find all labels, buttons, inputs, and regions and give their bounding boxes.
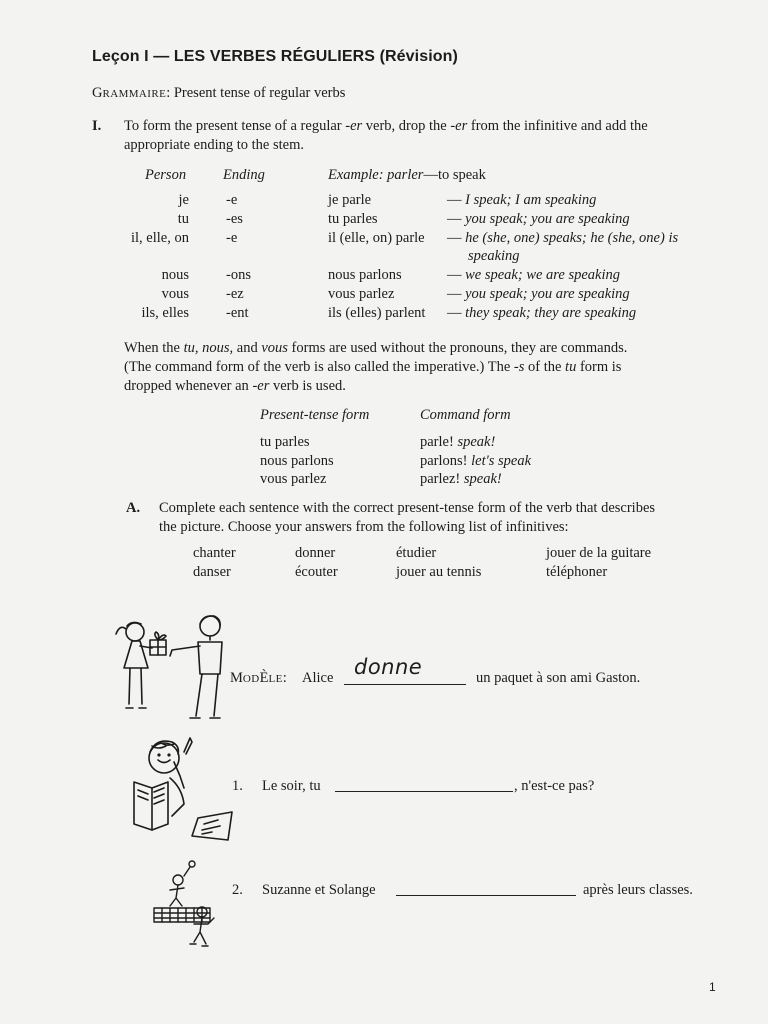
header-ending: Ending [223,167,265,183]
commands-paragraph-line2: (The command form of the verb is also called the imperative.) The -s of the tu form is [124,359,622,375]
ending-cell: -e [226,192,238,208]
infinitive-item: chanter [193,545,236,561]
meaning-cell: — you speak; you are speaking [447,286,630,302]
modele-handwritten-answer: donne [354,655,423,679]
infinitive-item: donner [295,545,336,561]
ending-cell: -e [226,230,238,246]
item-answer-blank[interactable] [335,791,513,792]
section-numeral: I. [92,118,102,134]
infinitive-item: écouter [295,564,338,580]
header-command: Command form [420,407,511,423]
form-cell: tu parles [328,211,378,227]
infinitive-item: étudier [396,545,437,561]
gift-giving-illustration [110,612,230,724]
person-cell: nous [161,267,189,283]
section-intro-line2: appropriate ending to the stem. [124,137,304,153]
meaning-cell: — I speak; I am speaking [447,192,597,208]
infinitive-item: jouer au tennis [396,564,482,580]
ending-cell: -ez [226,286,244,302]
page-number: 1 [709,980,716,994]
commands-paragraph-line3: dropped whenever an -er verb is used. [124,378,346,394]
person-cell: je [178,192,189,208]
person-cell: tu [177,211,189,227]
tennis-illustration [150,858,226,950]
section-intro-line1: To form the present tense of a regular -er verb, drop the -er from the infinitive and add the [124,118,648,134]
modele-sentence-rest: un paquet à son ami Gaston. [476,670,641,686]
form-cell: il (elle, on) parle [328,230,425,246]
grammar-label-initial: G [92,85,103,101]
header-example: Example: parler—to speak [328,167,486,183]
ending-cell: -ons [226,267,251,283]
command-form-cell: parle! speak! [420,434,496,450]
modele-subject: Alice [302,670,334,686]
header-present-tense: Present-tense form [260,407,370,423]
meaning-cell: — he (she, one) speaks; he (she, one) is [447,230,679,246]
form-cell: nous parlons [328,267,402,283]
meaning-cell: — we speak; we are speaking [447,267,621,283]
form-cell: vous parlez [328,286,395,302]
present-form-cell: vous parlez [260,471,327,487]
grammar-topic: : Present tense of regular verbs [166,85,346,101]
modele-answer-line [344,684,466,685]
page-title: Leçon I — LES VERBES RÉGULIERS (Révision) [92,48,458,65]
header-person: Person [145,167,187,183]
present-form-cell: tu parles [260,434,310,450]
command-form-cell: parlez! speak! [420,471,502,487]
commands-paragraph-line1: When the tu, nous, and vous forms are used without the pronouns, they are commands. [124,340,628,356]
item-answer-blank[interactable] [396,895,576,896]
infinitive-item: téléphoner [546,564,608,580]
exercise-instructions-line1: Complete each sentence with the correct present-tense form of the verb that describes [159,500,656,516]
meaning-cell-continued: speaking [468,248,520,264]
ending-cell: -ent [226,305,249,321]
command-form-cell: parlons! let's speak [420,453,532,469]
present-form-cell: nous parlons [260,453,334,469]
person-cell: vous [161,286,189,302]
person-cell: ils, elles [141,305,189,321]
meaning-cell: — you speak; you are speaking [447,211,630,227]
studying-illustration [128,732,238,842]
form-cell: je parle [328,192,372,208]
modele-label: MODÈLE: [230,670,287,686]
exercise-instructions-line2: the picture. Choose your answers from the following list of infinitives: [159,519,569,535]
grammar-heading [92,85,345,102]
infinitive-item: danser [193,564,231,580]
meaning-cell: — they speak; they are speaking [447,305,637,321]
item-prompt-tail: après leurs classes. [583,882,693,898]
form-cell: ils (elles) parlent [328,305,426,321]
item-prompt: Le soir, tu [262,778,321,794]
item-number: 2. [232,882,243,898]
infinitive-item: jouer de la guitare [546,545,652,561]
grammar-label-rest: RAMMAIRE [102,88,167,100]
ending-cell: -es [226,211,243,227]
item-number: 1. [232,778,243,794]
exercise-label: A. [126,500,141,516]
item-prompt-tail: , n'est-ce pas? [514,778,595,794]
person-cell: il, elle, on [131,230,189,246]
item-prompt: Suzanne et Solange [262,882,376,898]
